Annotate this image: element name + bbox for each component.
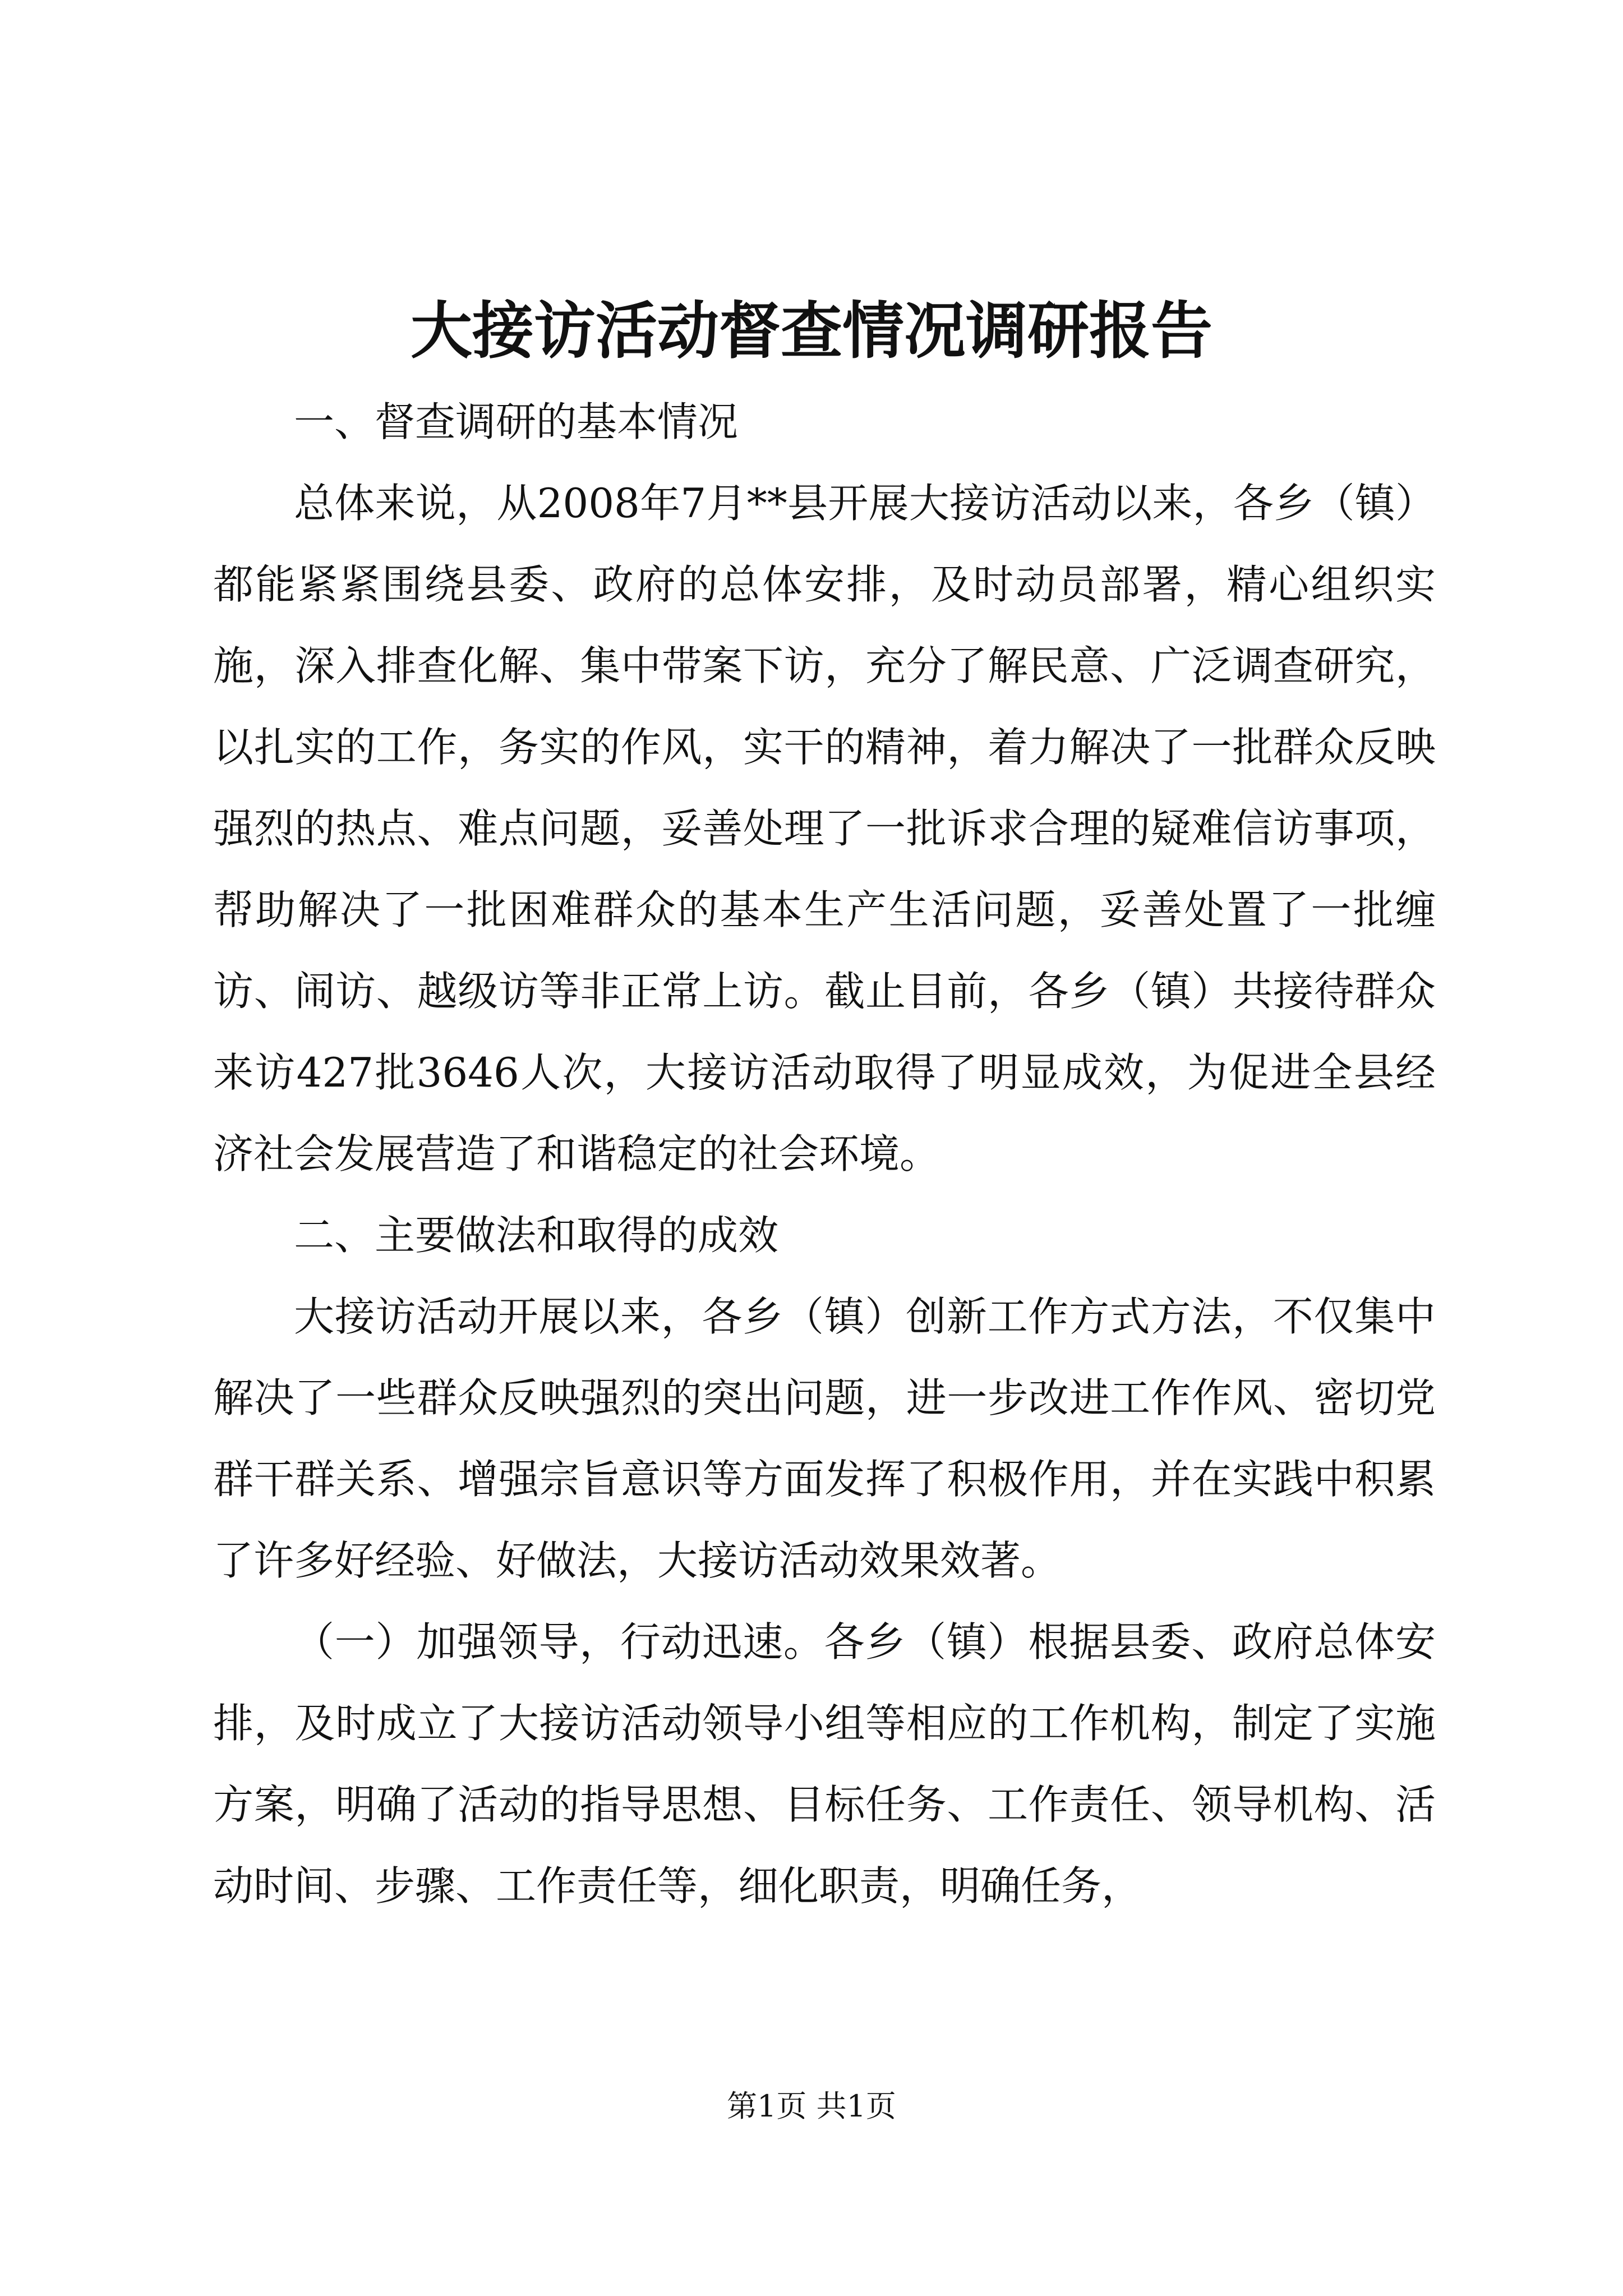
section-heading-1: 一、督查调研的基本情况 [294,398,739,445]
document-title: 大接访活动督查情况调研报告 [411,295,1212,367]
paragraph-overview: 总体来说，从2008年7月**县开展大接访活动以来，各乡（镇）都能紧紧围绕县委、政府的总体安排，及时动员部署，精心组织实施，深入排查化解、集中带案下访，充分了解民意、广泛调查研究，以扎实的工作，务实的作风，实干的精神，着力解决了一批群众反映强烈的热点、难点问题，妥善处理了一批诉求合理的疑难信访事项，帮助解决了一批困难群众的基本生产生活问题，妥善处置了一批缠访、闹访、越级访等非正常上访。截止目前，各乡（镇）共接待群众来访427批3646人次，大接访活动取得了明显成效，为促进全县经济社会发展营造了和谐稳定的社会环境。 [213,480,1436,1177]
paragraph-leadership: （一）加强领导，行动迅速。各乡（镇）根据县委、政府总体安排，及时成立了大接访活动领导小组等相应的工作机构，制定了实施方案，明确了活动的指导思想、目标任务、工作责任、领导机构、活动时间、步骤、工作责任等，细化职责，明确任务， [213,1618,1436,1910]
document-body [213,381,1436,1927]
paragraph-methods: 大接访活动开展以来，各乡（镇）创新工作方式方法，不仅集中解决了一些群众反映强烈的突出问题，进一步改进工作作风、密切党群干群关系、增强宗旨意识等方面发挥了积极作用，并在实践中积累了许多好经验、好做法，大接访活动效果效著。 [213,1293,1436,1584]
page-footer: 第1页 共1页 [727,2088,896,2124]
section-heading-2: 二、主要做法和取得的成效 [294,1212,779,1259]
